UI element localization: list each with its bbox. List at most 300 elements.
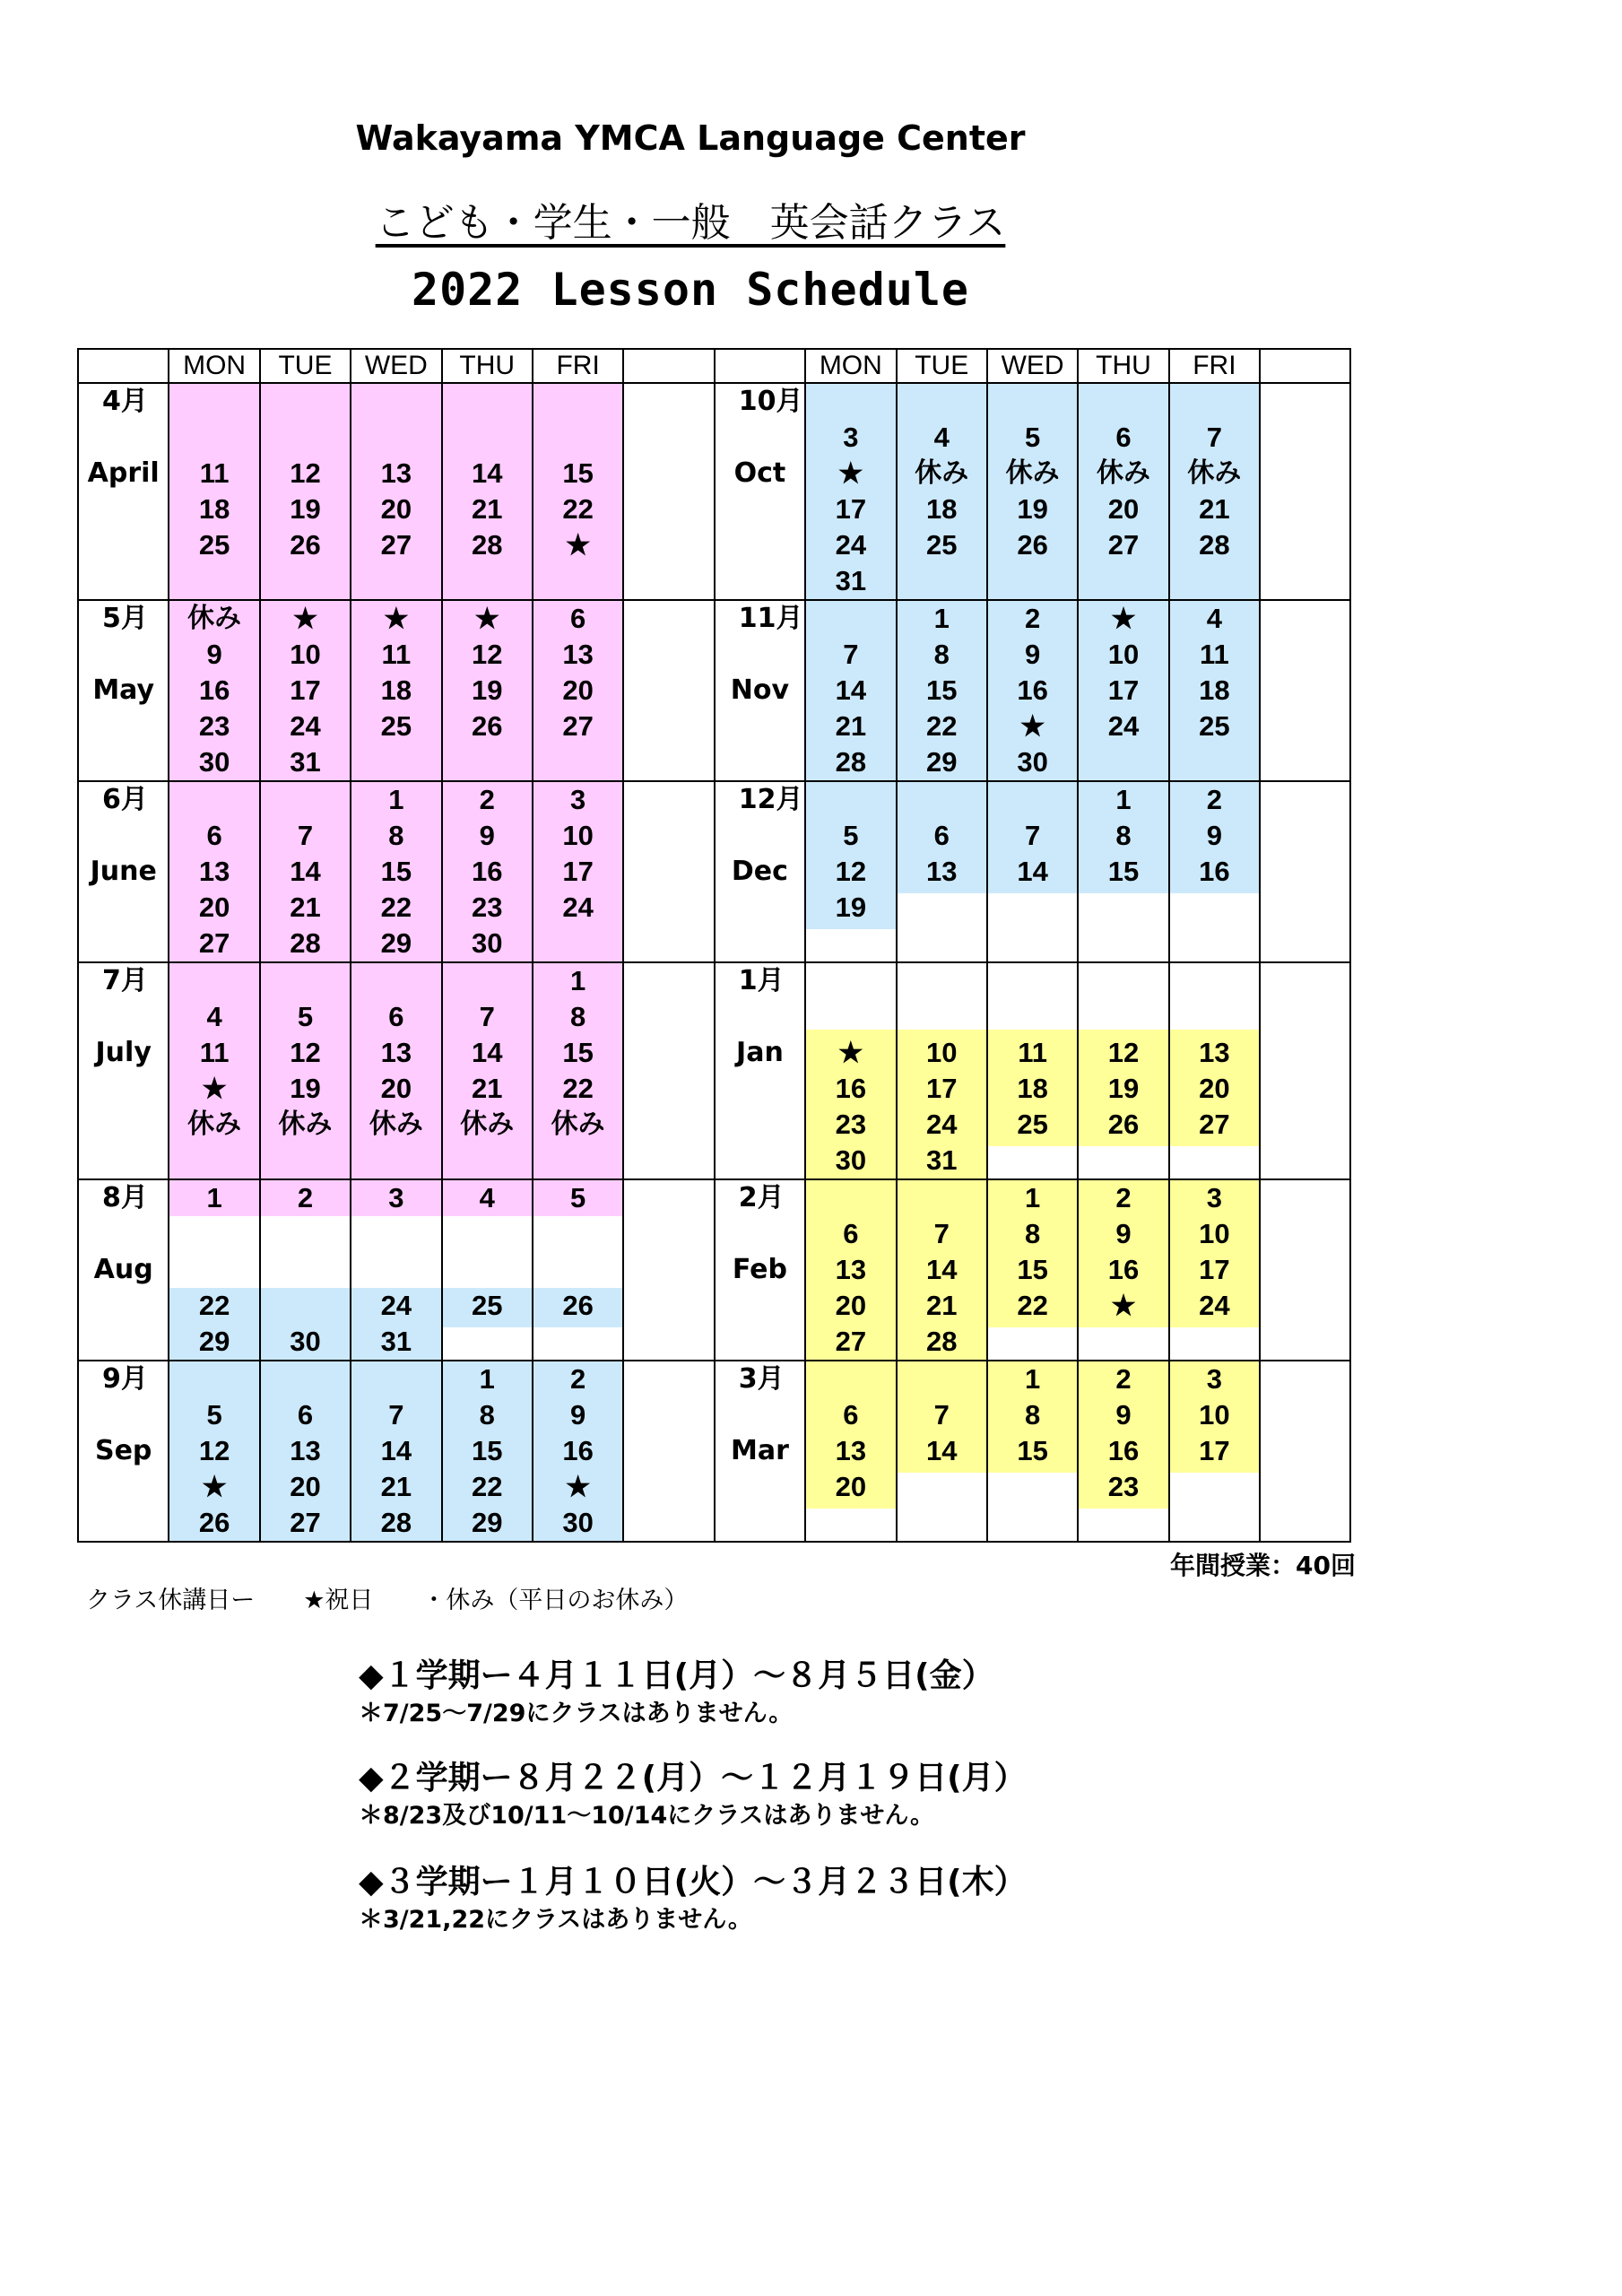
day-header: THU: [1078, 349, 1168, 383]
date: [898, 963, 986, 999]
month-en: July: [95, 1037, 152, 1068]
holiday-star: ★: [383, 603, 409, 634]
blank-cell: [1260, 1361, 1350, 1542]
month-en: Jan: [736, 1037, 784, 1068]
spacer: [716, 637, 804, 673]
date: 5: [843, 820, 859, 851]
term-2-title: ◆２学期ー８月２２(月）～１２月１９日(月）: [359, 1760, 1027, 1796]
date: 20: [1107, 493, 1140, 525]
date: 2: [1024, 603, 1041, 634]
spacer: [79, 420, 168, 456]
date: 17: [835, 493, 867, 525]
date: 20: [835, 1471, 867, 1502]
spacer: [716, 818, 804, 854]
date: 26: [472, 710, 503, 742]
date: 11: [381, 639, 412, 670]
date: [898, 1180, 986, 1216]
class-title: [0, 190, 1381, 248]
date: 7: [388, 1399, 404, 1431]
date: 17: [290, 674, 321, 706]
date: 11: [1018, 1037, 1047, 1068]
month-en: Feb: [732, 1254, 787, 1285]
date: 22: [562, 1073, 594, 1104]
day-off-label: 休み: [1005, 457, 1060, 489]
day-cell: [260, 1179, 351, 1361]
date: 5: [297, 1001, 314, 1032]
day-off-label: 休み: [551, 1109, 605, 1140]
total-lessons: 年間授業：40回: [1170, 1551, 1356, 1580]
day-cell: [1169, 1361, 1260, 1542]
day-cell: [987, 1361, 1078, 1542]
date: 15: [1017, 1435, 1048, 1466]
date: 1: [206, 1182, 222, 1213]
date: 19: [472, 674, 503, 706]
term-3-title: ◆３学期ー１月１０日(火）～３月２３日(木）: [359, 1864, 1027, 1900]
day-cell: [805, 383, 896, 600]
lesson-calendar: [77, 348, 1351, 1543]
header-blank: [1260, 349, 1350, 383]
date: 6: [843, 1399, 859, 1431]
date: 11: [199, 457, 230, 489]
day-cell: [351, 962, 441, 1179]
date: [443, 1216, 532, 1252]
holiday-star: ★: [1019, 710, 1045, 742]
month-ja: 10月: [738, 386, 803, 417]
date: 13: [835, 1435, 867, 1466]
day-cell: [805, 600, 896, 781]
date: 10: [1199, 1399, 1230, 1431]
date: 20: [198, 891, 230, 923]
month-label: [715, 1179, 805, 1361]
month-label: [715, 600, 805, 781]
date: [806, 1180, 895, 1216]
date: [351, 1361, 440, 1397]
day-header-row: [78, 349, 1350, 383]
date: 8: [1024, 1399, 1041, 1431]
date: 1: [1115, 784, 1132, 815]
date: [806, 1361, 895, 1397]
date: 26: [1107, 1109, 1140, 1140]
day-off-label: 休み: [1096, 457, 1150, 489]
month-label: [78, 1179, 169, 1361]
holiday-star: ★: [1111, 1290, 1136, 1321]
date: 14: [472, 457, 503, 489]
day-cell: [442, 600, 533, 781]
date: 15: [925, 674, 958, 706]
date: [443, 384, 532, 420]
day-cell: [169, 962, 259, 1179]
day-cell: [897, 383, 987, 600]
date: 29: [380, 927, 412, 959]
date: 6: [1115, 422, 1132, 453]
day-cell: [1078, 1361, 1168, 1542]
term-3-note: ＊3/21,22にクラスはありません。: [359, 1906, 752, 1934]
month-label: [78, 1361, 169, 1542]
date: 15: [1017, 1254, 1048, 1285]
date: 29: [472, 1507, 503, 1538]
day-cell: [1078, 1179, 1168, 1361]
date: 16: [835, 1073, 867, 1104]
date: 1: [479, 1363, 495, 1395]
date: [443, 1252, 532, 1288]
date: [261, 1252, 350, 1288]
date: 4: [206, 1001, 222, 1032]
month-ja: 9月: [102, 1363, 148, 1395]
date: 7: [843, 639, 859, 670]
date: 31: [290, 746, 321, 778]
date: 29: [198, 1326, 230, 1357]
date: 23: [472, 891, 503, 923]
day-cell: [442, 781, 533, 962]
month-en: Aug: [93, 1254, 153, 1285]
date: 25: [380, 710, 412, 742]
date: 14: [472, 1037, 503, 1068]
date: [533, 420, 622, 456]
date: [169, 1216, 258, 1252]
date: 30: [290, 1326, 321, 1357]
date: 5: [206, 1399, 222, 1431]
blank-cell: [623, 1179, 714, 1361]
month-ja: 12月: [738, 784, 803, 815]
holiday-star: ★: [474, 603, 500, 634]
day-cell: [260, 1361, 351, 1542]
month-label: [78, 962, 169, 1179]
date: 12: [290, 457, 321, 489]
month-ja: 6月: [102, 784, 148, 815]
date: 13: [925, 856, 958, 887]
date: 6: [206, 820, 222, 851]
day-header: THU: [442, 349, 533, 383]
date: 20: [380, 1073, 412, 1104]
date: 16: [1107, 1254, 1140, 1285]
date: [806, 963, 895, 999]
date: 14: [925, 1254, 958, 1285]
date: 9: [1206, 820, 1222, 851]
date: 2: [1206, 784, 1222, 815]
date: 13: [198, 856, 230, 887]
date: 6: [570, 603, 586, 634]
date: 3: [388, 1182, 404, 1213]
day-cell: [442, 1361, 533, 1542]
date: 24: [1107, 710, 1140, 742]
date: 24: [290, 710, 321, 742]
date: 13: [380, 457, 412, 489]
date: 18: [1199, 674, 1230, 706]
date: 16: [562, 1435, 594, 1466]
holiday-star: ★: [292, 603, 318, 634]
date: 30: [562, 1507, 594, 1538]
date: 19: [835, 891, 867, 923]
day-off-label: 休み: [915, 457, 969, 489]
spacer: [79, 1216, 168, 1252]
date: 16: [198, 674, 230, 706]
day-header: MON: [805, 349, 896, 383]
day-header: WED: [987, 349, 1078, 383]
date: 6: [933, 820, 950, 851]
date: [533, 384, 622, 420]
day-cell: [1169, 383, 1260, 600]
date: 22: [562, 493, 594, 525]
day-cell: [987, 962, 1078, 1179]
date: [169, 1361, 258, 1397]
blank-cell: [1260, 1179, 1350, 1361]
spacer: [716, 420, 804, 456]
header-blank: [623, 349, 714, 383]
month-en: April: [87, 457, 160, 489]
day-cell: [805, 781, 896, 962]
date: 8: [933, 639, 950, 670]
date: 17: [562, 856, 594, 887]
date: 25: [1017, 1109, 1048, 1140]
date: 9: [206, 639, 222, 670]
date: 15: [1107, 856, 1140, 887]
day-cell: [897, 1361, 987, 1542]
date: 27: [1107, 529, 1140, 561]
blank-cell: [623, 600, 714, 781]
day-header: TUE: [897, 349, 987, 383]
day-cell: [442, 1179, 533, 1361]
date: 13: [1199, 1037, 1230, 1068]
day-cell: [351, 1179, 441, 1361]
date: 22: [198, 1290, 230, 1321]
day-cell: [897, 600, 987, 781]
month-row: [78, 781, 1350, 962]
date: 24: [1199, 1290, 1230, 1321]
date: [351, 963, 440, 999]
schedule-title: 2022 Lesson Schedule: [411, 264, 970, 316]
day-cell: [805, 1179, 896, 1361]
date: 21: [380, 1471, 412, 1502]
date: [169, 420, 258, 456]
date: 3: [570, 784, 586, 815]
month-row: [78, 383, 1350, 600]
date: 27: [198, 927, 230, 959]
date: [1079, 963, 1167, 999]
holiday-star: ★: [837, 457, 863, 489]
date: [169, 1252, 258, 1288]
date: [988, 384, 1077, 420]
date: 20: [835, 1290, 867, 1321]
day-cell: [897, 781, 987, 962]
date: 24: [835, 529, 867, 561]
spacer: [79, 1397, 168, 1433]
day-cell: [987, 1179, 1078, 1361]
date: 1: [570, 965, 586, 996]
holiday-star: ★: [565, 529, 591, 561]
blank-cell: [623, 383, 714, 600]
date: 12: [472, 639, 503, 670]
spacer: [716, 1216, 804, 1252]
day-off-label: 休み: [460, 1109, 515, 1140]
spacer: [716, 1397, 804, 1433]
header-blank: [78, 349, 169, 383]
date: 4: [1206, 603, 1222, 634]
date: [351, 1216, 440, 1252]
month-en: Oct: [733, 457, 786, 489]
date: 17: [1199, 1254, 1230, 1285]
date: [1170, 384, 1259, 420]
date: [169, 384, 258, 420]
date: 23: [198, 710, 230, 742]
day-cell: [351, 781, 441, 962]
date: [1170, 999, 1259, 1035]
month-row: [78, 962, 1350, 1179]
date: 13: [290, 1435, 321, 1466]
day-cell: [533, 1179, 623, 1361]
day-cell: [351, 1361, 441, 1542]
date: 27: [1199, 1109, 1230, 1140]
date: 19: [1017, 493, 1048, 525]
date: 2: [1115, 1363, 1132, 1395]
month-ja: 4月: [102, 386, 148, 417]
month-label: [715, 383, 805, 600]
day-header: WED: [351, 349, 441, 383]
date: 29: [925, 746, 958, 778]
date: 13: [380, 1037, 412, 1068]
date: 17: [1199, 1435, 1230, 1466]
date: 2: [297, 1182, 314, 1213]
day-cell: [1169, 1179, 1260, 1361]
date: 3: [1206, 1182, 1222, 1213]
day-cell: [442, 962, 533, 1179]
date: 19: [290, 1073, 321, 1104]
date: [806, 782, 895, 818]
date: 24: [380, 1290, 412, 1321]
date: [898, 782, 986, 818]
holiday-star: ★: [202, 1471, 227, 1502]
date: 28: [290, 927, 321, 959]
date: 3: [1206, 1363, 1222, 1395]
month-ja: 8月: [102, 1182, 148, 1213]
month-ja: 3月: [738, 1363, 785, 1395]
date: 30: [198, 746, 230, 778]
day-cell: [1078, 600, 1168, 781]
date: 9: [570, 1399, 586, 1431]
day-cell: [1169, 962, 1260, 1179]
date: [1170, 963, 1259, 999]
date: 11: [1199, 639, 1229, 670]
day-cell: [533, 600, 623, 781]
date: 15: [472, 1435, 503, 1466]
date: 1: [1024, 1363, 1041, 1395]
date: 17: [1107, 674, 1140, 706]
date: 9: [1115, 1399, 1132, 1431]
day-cell: [260, 383, 351, 600]
day-cell: [442, 383, 533, 600]
holiday-legend: クラス休講日ー ★祝日 ・休み（平日のお休み）: [86, 1587, 689, 1614]
date: 11: [199, 1037, 230, 1068]
date: 15: [380, 856, 412, 887]
date: 21: [1199, 493, 1230, 525]
date: 24: [925, 1109, 958, 1140]
blank-cell: [1260, 600, 1350, 781]
date: 6: [388, 1001, 404, 1032]
day-off-label: 休み: [369, 1109, 423, 1140]
day-cell: [1169, 781, 1260, 962]
day-cell: [533, 781, 623, 962]
date: 26: [562, 1290, 594, 1321]
month-label: [715, 1361, 805, 1542]
date: 12: [1107, 1037, 1140, 1068]
date: 22: [1017, 1290, 1048, 1321]
date: 28: [380, 1507, 412, 1538]
date: [806, 601, 895, 637]
date: [443, 420, 532, 456]
day-header: FRI: [533, 349, 623, 383]
date: 2: [479, 784, 495, 815]
blank-cell: [623, 781, 714, 962]
date: 1: [1024, 1182, 1041, 1213]
date: 12: [198, 1435, 230, 1466]
date: 10: [290, 639, 321, 670]
month-ja: 11月: [738, 603, 803, 634]
date: [1079, 384, 1167, 420]
day-cell: [897, 1179, 987, 1361]
date: 25: [198, 529, 230, 561]
term-1-note: ＊7/25～7/29にクラスはありません。: [359, 1700, 794, 1727]
date: 20: [380, 493, 412, 525]
date: 25: [472, 1290, 503, 1321]
blank-cell: [623, 962, 714, 1179]
date: 9: [479, 820, 495, 851]
day-cell: [987, 383, 1078, 600]
date: 18: [1017, 1073, 1048, 1104]
date: [898, 384, 986, 420]
date: 13: [835, 1254, 867, 1285]
day-cell: [533, 383, 623, 600]
date: 2: [1115, 1182, 1132, 1213]
day-cell: [169, 1361, 259, 1542]
date: 1: [933, 603, 950, 634]
date: 25: [1199, 710, 1230, 742]
day-cell: [1078, 962, 1168, 1179]
date: 21: [290, 891, 321, 923]
month-row: [78, 600, 1350, 781]
month-en: June: [90, 856, 157, 887]
date: [261, 963, 350, 999]
blank-cell: [1260, 962, 1350, 1179]
date: [261, 782, 350, 818]
date: [169, 782, 258, 818]
date: [261, 420, 350, 456]
date: [806, 999, 895, 1035]
date: 2: [570, 1363, 586, 1395]
date: 15: [562, 1037, 594, 1068]
day-off-label: 休み: [187, 1109, 242, 1140]
date: 30: [835, 1144, 867, 1176]
day-cell: [533, 962, 623, 1179]
month-label: [78, 781, 169, 962]
date: 27: [835, 1326, 867, 1357]
date: [1079, 999, 1167, 1035]
date: 18: [925, 493, 958, 525]
date: 9: [1115, 1218, 1132, 1249]
date: 12: [290, 1037, 321, 1068]
date: 26: [198, 1507, 230, 1538]
day-cell: [897, 962, 987, 1179]
blank-cell: [1260, 383, 1350, 600]
date: 30: [1017, 746, 1048, 778]
date: 20: [562, 674, 594, 706]
date: 24: [562, 891, 594, 923]
day-cell: [169, 383, 259, 600]
month-en: Nov: [730, 674, 790, 706]
date: [806, 384, 895, 420]
holiday-star: ★: [1111, 603, 1136, 634]
date: 8: [479, 1399, 495, 1431]
date: 27: [562, 710, 594, 742]
date: 18: [198, 493, 230, 525]
